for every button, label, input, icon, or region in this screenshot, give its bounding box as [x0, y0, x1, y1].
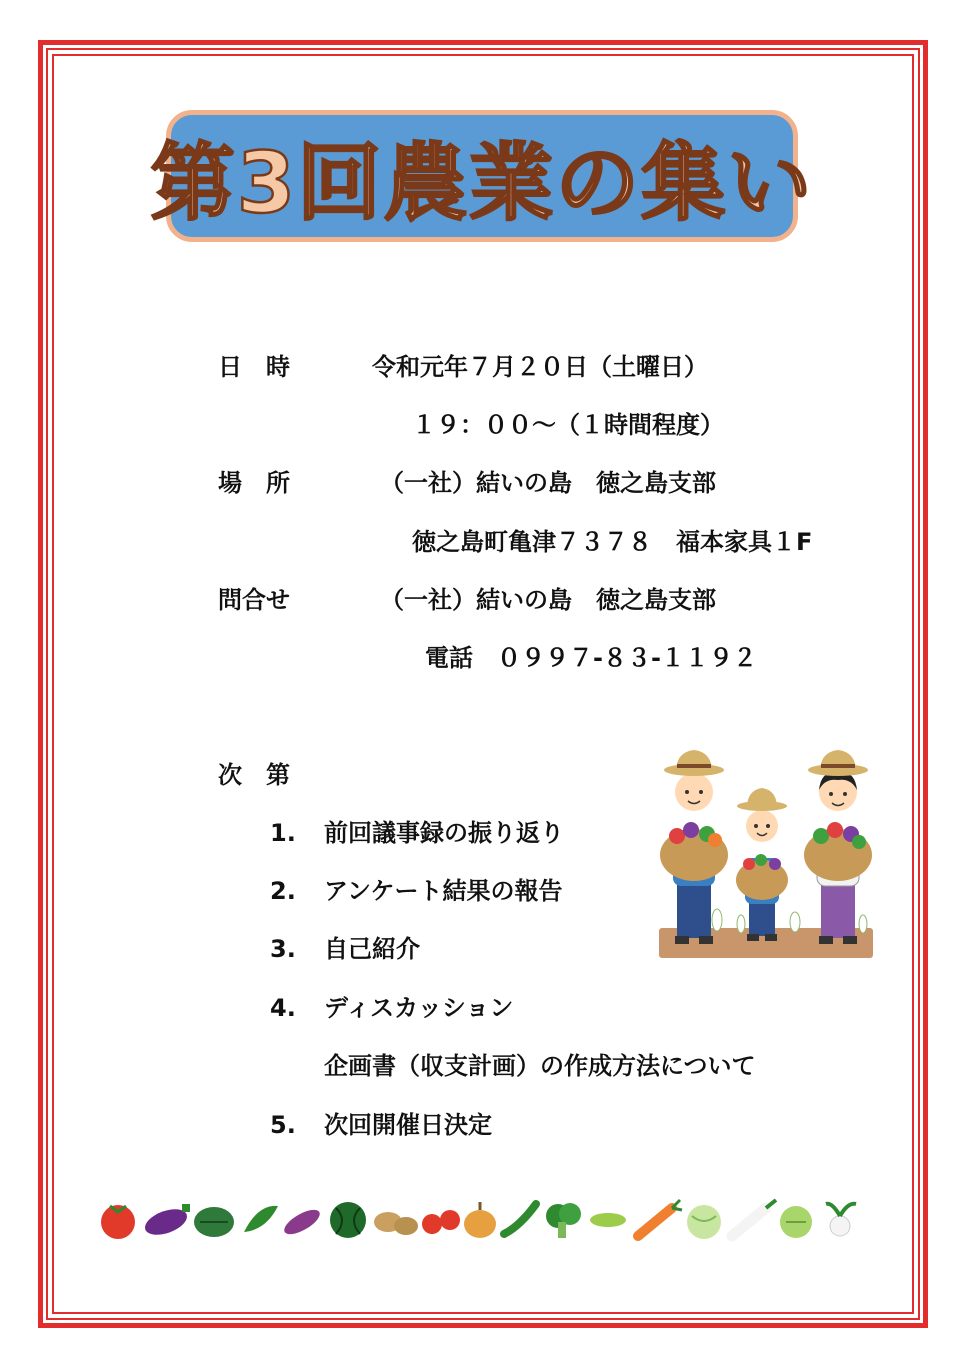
event-date: 令和元年７月２０日（土曜日） [372, 353, 708, 381]
place-address: 徳之島町亀津７３７８ 福本家具１F [412, 528, 813, 556]
contact-label: 問合せ [218, 586, 290, 614]
agenda-item-text: 次回開催日決定 [324, 1111, 492, 1139]
event-time: １９：００～（１時間程度） [412, 411, 724, 439]
title-banner [150, 110, 814, 242]
place-name: （一社）結いの島 徳之島支部 [380, 469, 716, 497]
agenda-item-number: 4. [270, 994, 296, 1022]
contact-phone: 電話 ０９９７-８３-１１９２ [425, 644, 757, 672]
datetime-label: 日 時 [218, 353, 290, 381]
agenda-label: 次 第 [218, 761, 290, 789]
place-label: 場 所 [218, 469, 290, 497]
agenda-item-text: アンケート結果の報告 [324, 877, 563, 905]
agenda-item-number: 5. [270, 1111, 296, 1139]
agenda-item-text: 自己紹介 [324, 935, 420, 963]
page-title: 第3回農業の集い [150, 133, 814, 232]
agenda-item-text: 前回議事録の振り返り [324, 819, 564, 847]
agenda-item-number: 2. [270, 877, 296, 905]
agenda-item-text: ディスカッション [324, 994, 514, 1022]
agenda-item-subtext: 企画書（収支計画）の作成方法について [324, 1052, 756, 1080]
agenda-item-number: 3. [270, 935, 296, 963]
vegetable-row-icon [96, 1196, 870, 1242]
contact-name: （一社）結いの島 徳之島支部 [380, 586, 716, 614]
farmers-with-vegetable-baskets-icon [655, 740, 877, 962]
agenda-item-number: 1. [270, 819, 296, 847]
